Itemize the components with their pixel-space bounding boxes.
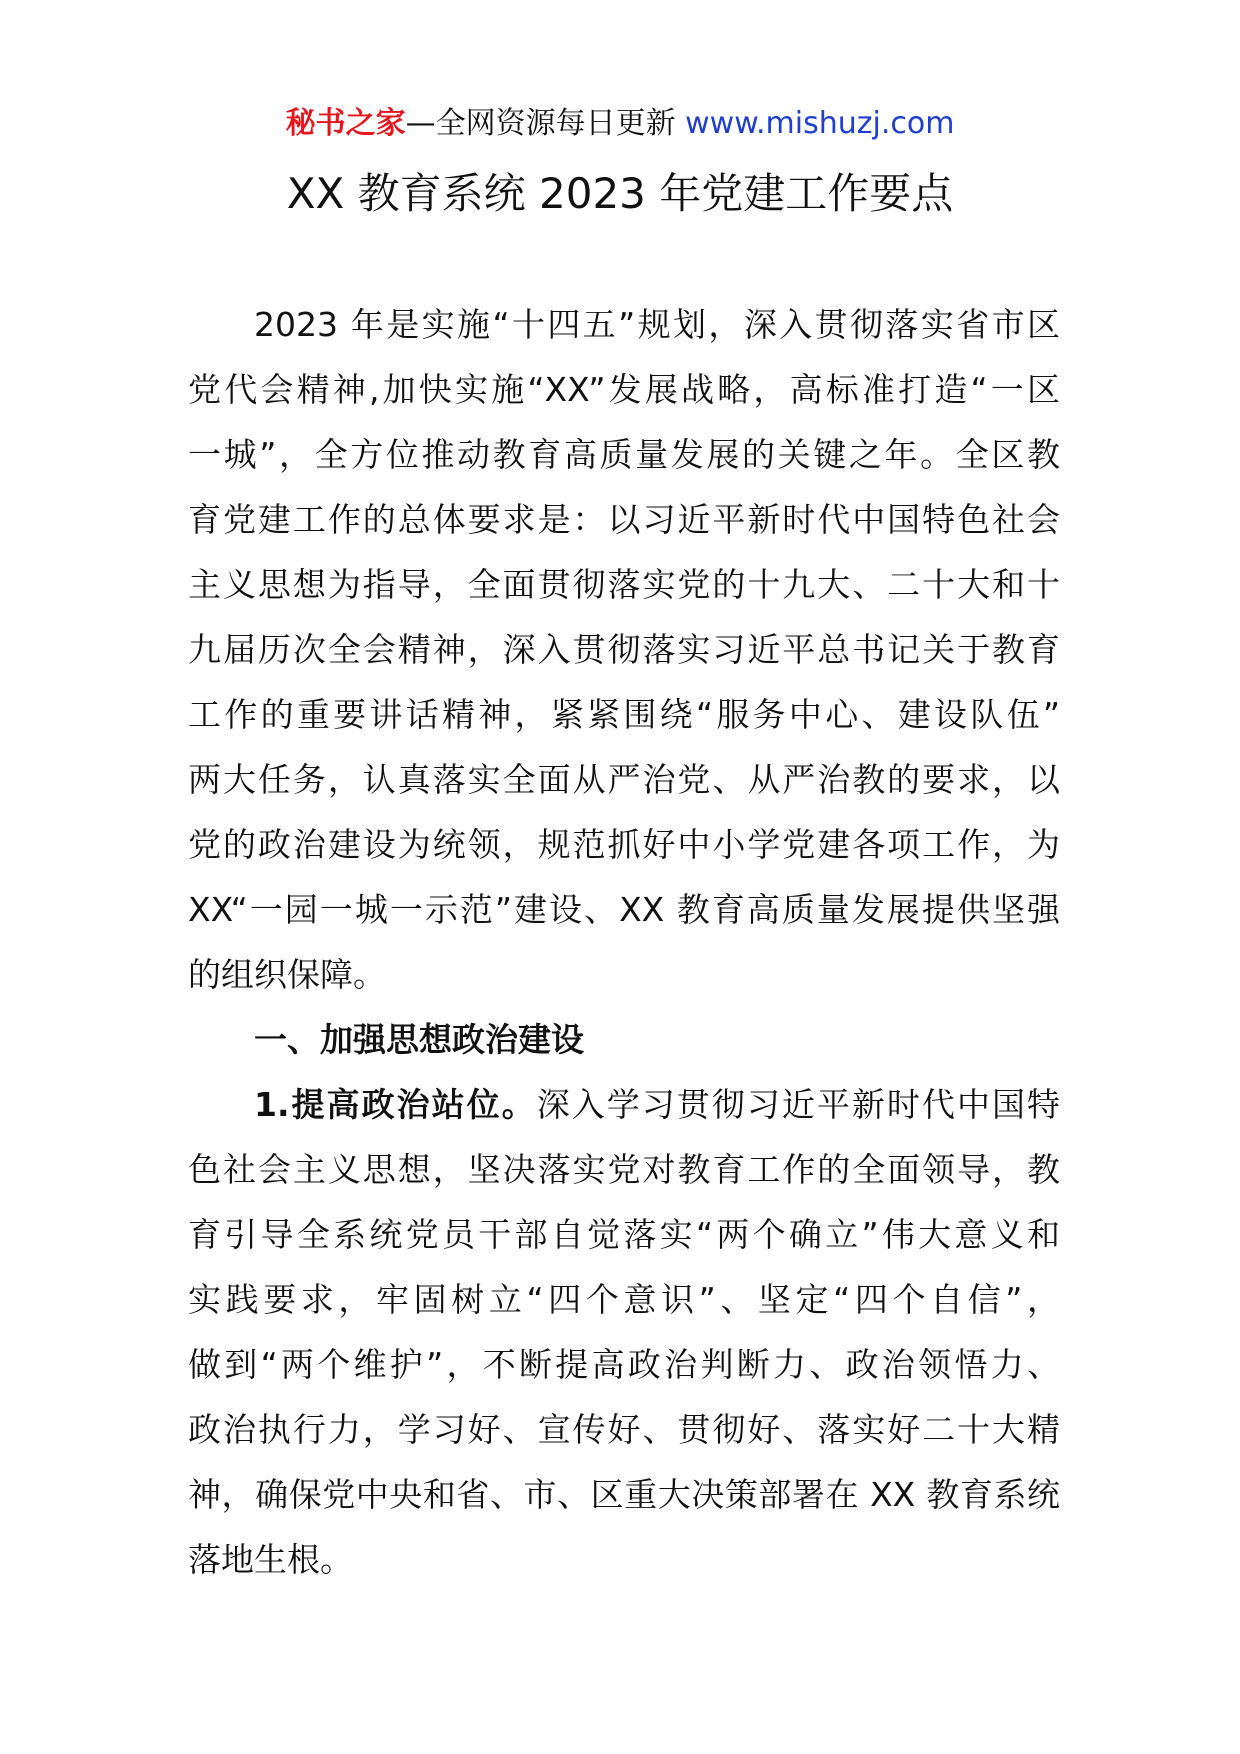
paragraph-line: 落地生根。 (188, 1540, 353, 1579)
site-url-link[interactable]: www.mishuzj.com (685, 106, 955, 141)
paragraph-line: XX“一园一城一示范”建设、XX 教育高质量发展提供坚强 (188, 890, 1060, 929)
paragraph-line: 实践要求，牢固树立“四个意识”、坚定“四个自信”， (188, 1280, 1060, 1319)
paragraph-line: 党的政治建设为统领，规范抓好中小学党建各项工作，为 (188, 825, 1060, 864)
header-tagline: —全网资源每日更新 (405, 106, 676, 141)
paragraph-line: 的组织保障。 (188, 955, 386, 994)
brand-name: 秘书之家 (285, 106, 406, 141)
item-label: 1.提高政治站位。 (254, 1085, 537, 1124)
paragraph-line: 政治执行力，学习好、宣传好、贯彻好、落实好二十大精 (188, 1410, 1060, 1449)
paragraph-line: 两大任务，认真落实全面从严治党、从严治教的要求，以 (188, 760, 1060, 799)
paragraph-line: 神，确保党中央和省、市、区重大决策部署在 XX 教育系统 (188, 1475, 1060, 1514)
paragraph-line: 育引导全系统党员干部自觉落实“两个确立”伟大意义和 (188, 1215, 1060, 1254)
section-heading: 一、加强思想政治建设 (254, 1020, 584, 1059)
paragraph-line: 2023 年是实施“十四五”规划，深入贯彻落实省市区 (254, 305, 1060, 344)
paragraph-line: 党代会精神,加快实施“XX”发展战略，高标准打造“一区 (188, 370, 1060, 409)
paragraph-line: 色社会主义思想，坚决落实党对教育工作的全面领导，教 (188, 1150, 1060, 1189)
item-first-line (188, 1072, 1060, 1137)
paragraph-line: 主义思想为指导，全面贯彻落实党的十九大、二十大和十 (188, 565, 1060, 604)
item-text: 深入学习贯彻习近平新时代中国特 (536, 1085, 1061, 1124)
document-body (188, 292, 1060, 1592)
paragraph-line: 九届历次全会精神，深入贯彻落实习近平总书记关于教育 (188, 630, 1060, 669)
paragraph-line: 育党建工作的总体要求是：以习近平新时代中国特色社会 (188, 500, 1060, 539)
paragraph-line: 做到“两个维护”，不断提高政治判断力、政治领悟力、 (188, 1345, 1060, 1384)
document-title: XX 教育系统 2023 年党建工作要点 (286, 169, 954, 218)
paragraph-line: 一城”，全方位推动教育高质量发展的关键之年。全区教 (188, 435, 1060, 474)
header-banner (0, 102, 1240, 146)
paragraph-line: 工作的重要讲话精神，紧紧围绕“服务中心、建设队伍” (188, 695, 1060, 734)
